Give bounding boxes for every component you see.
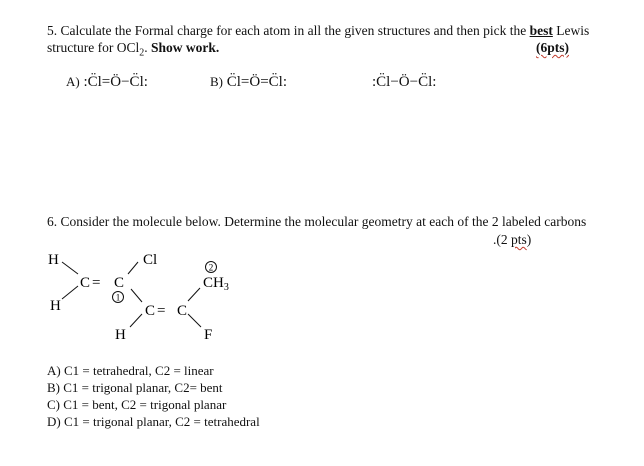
answer-b: B) C1 = trigonal planar, C2= bent (47, 380, 223, 395)
q5-line1 (47, 22, 589, 40)
structure-c-formula: :C̈l−Ö−C̈l: (372, 74, 437, 90)
q6-points: .(2 pts) (493, 232, 532, 247)
answer-a: A) C1 = tetrahedral, C2 = linear (47, 363, 214, 378)
q5-subscript: 2 (139, 47, 145, 59)
molecule-diagram (40, 248, 280, 348)
structure-b-label: B) (210, 74, 223, 89)
bond-c2a-h (130, 314, 142, 327)
bond-c2b-f (188, 314, 201, 327)
bond-c1b-cl (128, 262, 138, 274)
bond-c1b-c2a (131, 289, 142, 302)
atom-h-bottom: H (115, 327, 126, 343)
answer-d: D) C1 = trigonal planar, C2 = tetrahedral (47, 414, 260, 429)
atom-c1b: C (114, 275, 125, 291)
double-bond-2: = (157, 303, 166, 319)
structure-b-formula: C̈l=Ö=C̈l: (226, 74, 288, 90)
group-ch3: $CH_3$ (203, 275, 229, 293)
atom-h-left: H (50, 298, 61, 314)
q5-text-line1: Calculate the Formal charge for each atom in all the given structures and then pick the (60, 23, 527, 38)
q5-lewis: Lewis (556, 23, 590, 38)
q5-points: (6pts) (536, 40, 569, 55)
answer-c: C) C1 = bent, C2 = trigonal planar (47, 397, 227, 412)
double-bond-1: = (92, 275, 101, 291)
structure-a-formula: :C̈l=Ö−C̈l: (83, 74, 148, 90)
bond-h-c1a-lower (62, 286, 78, 299)
structure-c (372, 74, 436, 91)
q5-show-work: Show work. (150, 40, 220, 55)
carbon-label-2: 2 (208, 262, 214, 273)
atom-c1a: C (80, 275, 91, 291)
atom-h-top: H (48, 252, 59, 268)
q5-line2: structure for OCl$_2$. Show work. (47, 40, 220, 59)
structure-a-label: A) (66, 74, 80, 89)
bond-c2b-ch3 (188, 288, 200, 301)
q6-text: 6. Consider the molecule below. Determine the molecular geometry at each of the 2 labeled carbons (47, 214, 587, 229)
q5-text-line2: structure for OCl (47, 40, 140, 55)
structure-b (210, 74, 287, 91)
atom-cl: Cl (143, 252, 158, 268)
atom-c2b: C (177, 303, 188, 319)
bond-h-c1a (62, 262, 78, 274)
carbon-label-1: 1 (115, 292, 121, 303)
structure-a (66, 74, 148, 91)
q5-number: 5. (47, 23, 58, 38)
atom-c2a: C (145, 303, 156, 319)
atom-f: F (204, 327, 213, 343)
q5-best: best (529, 23, 553, 38)
